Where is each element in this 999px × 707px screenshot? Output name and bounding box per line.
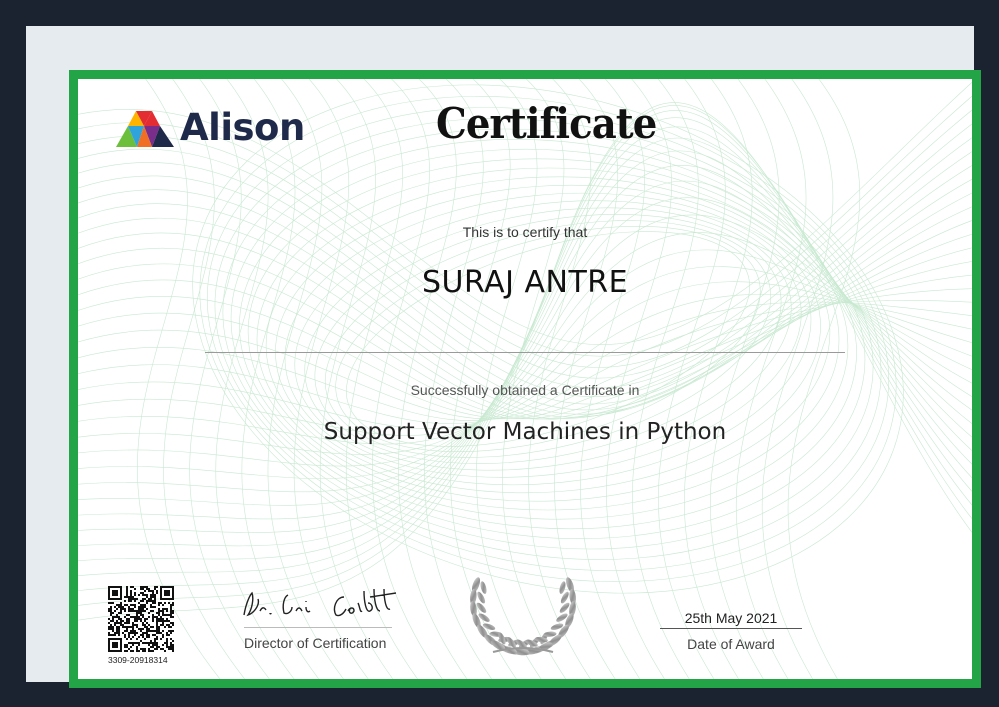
certificate-title: Certificate	[436, 99, 657, 148]
date-label: Date of Award	[687, 636, 775, 652]
brand-name: Alison	[180, 106, 305, 149]
signature-line	[244, 627, 392, 628]
alison-logo	[114, 107, 305, 149]
laurel-wreath-icon	[463, 544, 583, 664]
obtained-text: Successfully obtained a Certificate in	[410, 382, 640, 398]
award-date: 25th May 2021	[684, 610, 778, 626]
date-line	[660, 628, 802, 629]
recipient-name: SURAJ ANTRE	[421, 265, 629, 300]
certificate-frame	[69, 70, 981, 688]
course-title: Support Vector Machines in Python	[323, 419, 727, 445]
certify-text: This is to certify that	[462, 224, 588, 240]
certificate-outer-card	[26, 26, 974, 682]
qr-code	[108, 586, 174, 652]
name-divider	[205, 352, 845, 353]
alison-logo-icon	[114, 107, 176, 149]
director-signature	[240, 585, 400, 625]
signature-label: Director of Certification	[244, 635, 387, 651]
qr-code-id: 3309-20918314	[108, 655, 168, 665]
